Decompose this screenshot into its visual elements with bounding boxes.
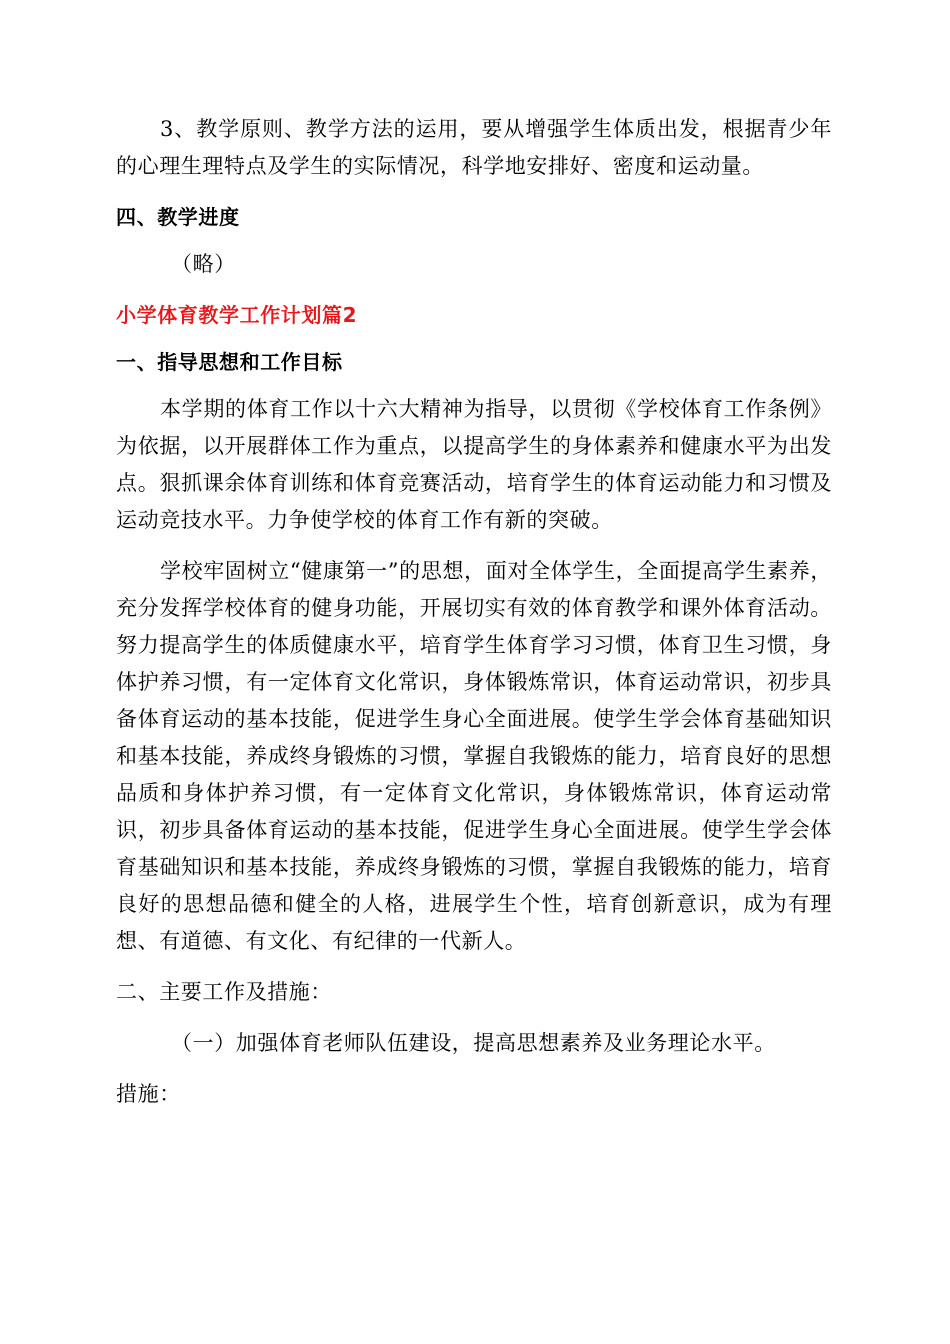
document-body (116, 111, 832, 1113)
paragraph-health-first: 学校牢固树立“健康第一”的思想，面对全体学生，全面提高学生素养，充分发挥学校体育的健身功能，开展切实有效的体育教学和课外体育活动。努力提高学生的体质健康水平，培育学生体育学习习惯，体育卫生习惯，身体护养习惯，有一定体育文化常识，身体锻炼常识，体育运动常识，初步具备体育运动的基本技能，促进学生身心全面进展。使学生学会体育基础知识和基本技能，养成终身锻炼的习惯，掌握自我锻炼的能力，培育良好的思想品质和身体护养习惯，有一定体育文化常识，身体锻炼常识，体育运动常识，初步具备体育运动的基本技能，促进学生身心全面进展。使学生学会体育基础知识和基本技能，养成终身锻炼的习惯，掌握自我锻炼的能力，培育良好的思想品德和健全的人格，进展学生个性，培育创新意识，成为有理想、有道德、有文化、有纪律的一代新人。 (116, 559, 832, 953)
heading-guiding-ideology: 一、指导思想和工作目标 (116, 350, 343, 374)
paragraph-omitted: （略） (171, 252, 236, 276)
section-title: 小学体育教学工作计划篇2 (116, 303, 358, 327)
heading-main-work-measures: 二、主要工作及措施： (116, 980, 332, 1004)
label-measures: 措施： (116, 1082, 181, 1106)
paragraph-semester-goals: 本学期的体育工作以十六大精神为指导，以贯彻《学校体育工作条例》为依据，以开展群体工作为重点，以提高学生的身体素养和健康水平为出发点。狠抓课余体育训练和体育竞赛活动，培育学生的体育运动能力和习惯及运动竞技水平。力争使学校的体育工作有新的突破。 (116, 397, 832, 532)
paragraph-teacher-team: （一）加强体育老师队伍建设，提高思想素养及业务理论水平。 (171, 1031, 776, 1055)
paragraph-teaching-principles: 3、教学原则、教学方法的运用，要从增强学生体质出发，根据青少年的心理生理特点及学生的实际情况，科学地安排好、密度和运动量。 (116, 117, 832, 178)
heading-teaching-progress: 四、教学进度 (116, 205, 240, 229)
